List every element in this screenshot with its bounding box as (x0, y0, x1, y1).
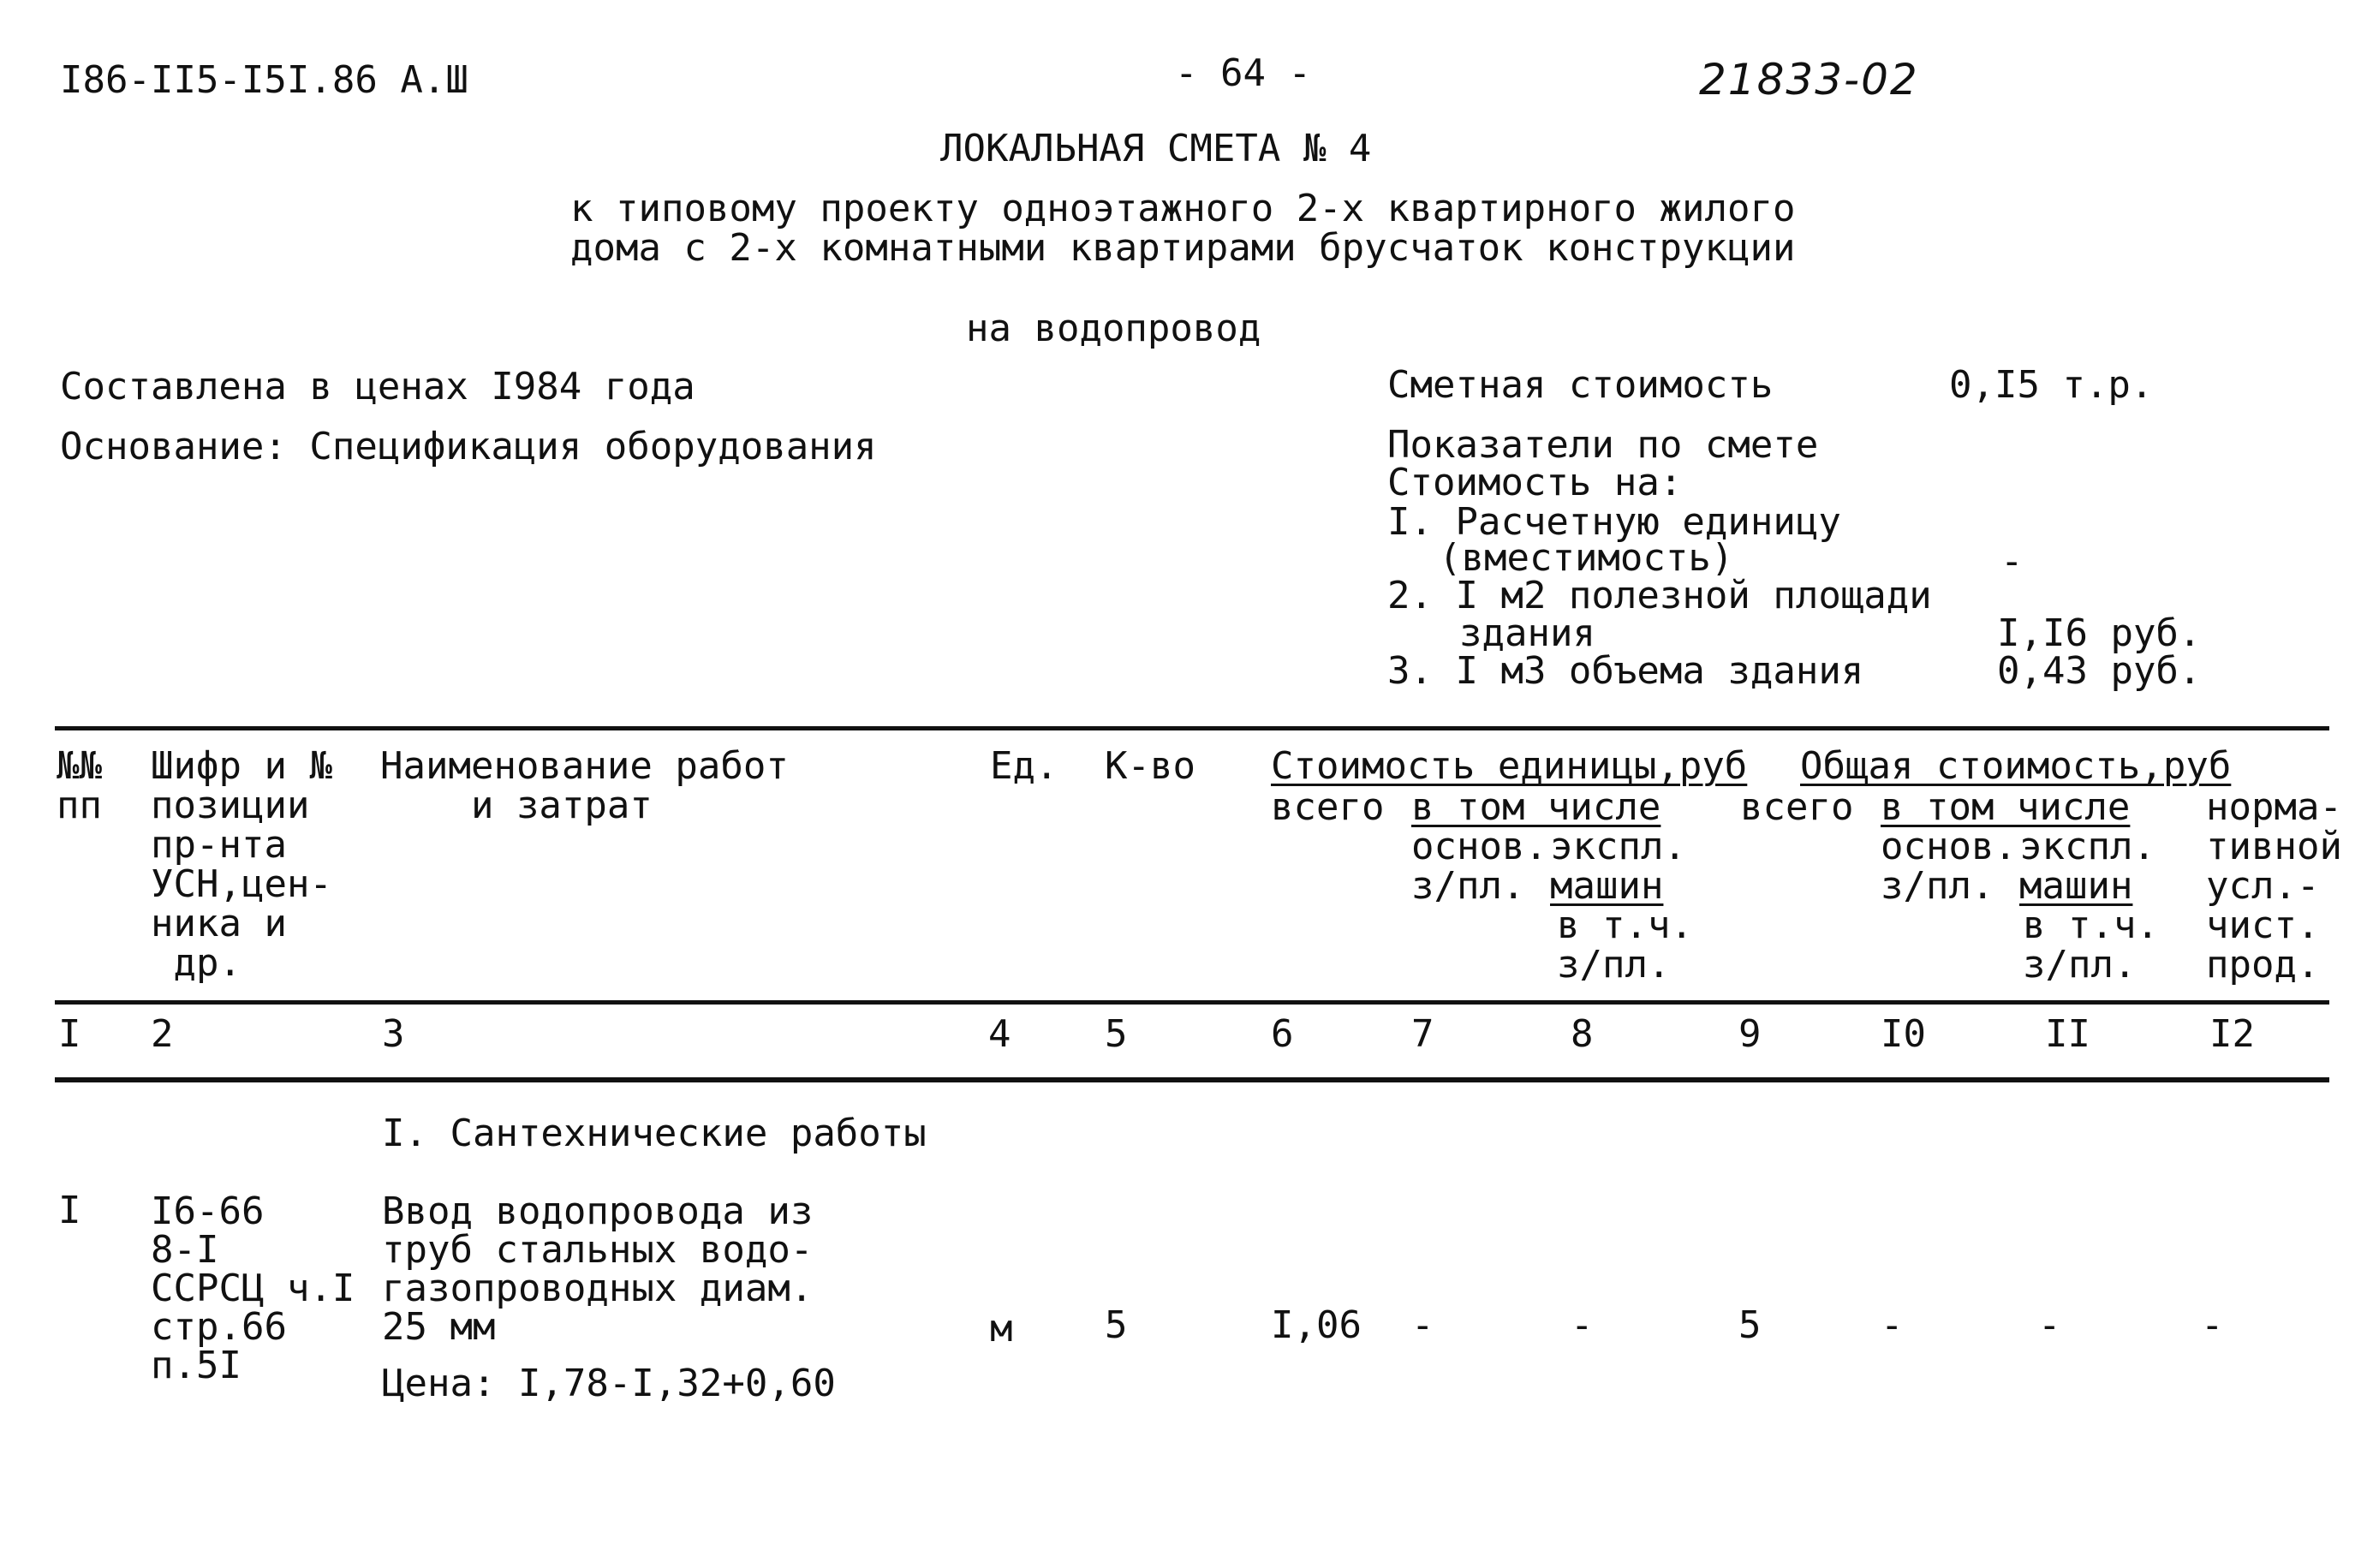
indicator-2-value: I,I6 руб. (1997, 611, 2202, 655)
column-number: 3 (382, 1012, 405, 1056)
indicator-2-line-1: 2. I м2 полезной площади (1387, 574, 1932, 617)
indicator-2-line-2: здания (1459, 611, 1595, 655)
column-number: 4 (988, 1012, 1011, 1056)
indicators-title: Показатели по смете (1387, 423, 1819, 467)
row-unit-total: I,06 (1271, 1303, 1362, 1347)
indicator-3-value: 0,43 руб. (1997, 649, 2202, 693)
estimate-subject: на водопровод (966, 307, 1261, 350)
indicator-1-value: - (2000, 540, 2024, 583)
column-numbers-rule (55, 1077, 2329, 1082)
table-top-rule (55, 726, 2329, 730)
column-number: II (2045, 1012, 2090, 1056)
header-unit-basic-wage: основ. з/пл. (1411, 825, 1547, 908)
estimated-cost-value: 0,I5 т.р. (1949, 363, 2154, 407)
row-number: I (58, 1189, 81, 1232)
column-number: 7 (1411, 1012, 1434, 1056)
header-total-basic-wage: основ. з/пл. (1881, 825, 2017, 908)
header-unit: Ед. (990, 744, 1058, 788)
indicator-3: 3. I м3 объема здания (1387, 649, 1864, 693)
page-number: - 64 - (1175, 51, 1311, 95)
header-row-number: №№ пп (57, 744, 102, 827)
header-unit-incl-wage: в т.ч. з/пл. (1557, 903, 1693, 987)
prices-year: Составлена в ценах I984 года (60, 365, 695, 408)
header-code: Шифр и № позиции пр-нта УСН,цен- ника и др. (151, 744, 332, 985)
row-total-basic-wage: - (1881, 1303, 1904, 1347)
row-unit: м (990, 1307, 1013, 1350)
title-line-1: к типовому проекту одноэтажного 2-х квартирного жилого (570, 187, 1796, 230)
estimated-cost-label: Сметная стоимость (1387, 363, 1774, 407)
column-number: 5 (1105, 1012, 1128, 1056)
header-unit-incl: в том числе (1411, 785, 1661, 829)
column-number: 9 (1738, 1012, 1762, 1056)
header-total-cost-group: Общая стоимость,руб (1800, 744, 2232, 788)
header-bottom-rule (55, 1000, 2329, 1005)
section-title: I. Сантехнические работы (382, 1112, 927, 1155)
column-number: 8 (1571, 1012, 1594, 1056)
estimate-title: ЛОКАЛЬНАЯ СМЕТА № 4 (940, 127, 1372, 170)
column-number: I2 (2209, 1012, 2255, 1056)
row-code: I6-66 8-I ССРСЦ ч.I стр.66 п.5I (151, 1189, 355, 1387)
row-total-machines: - (2038, 1303, 2061, 1347)
header-total-machine-ops: экспл. (2019, 825, 2155, 868)
row-price-note: Цена: I,78-I,32+0,60 (382, 1362, 836, 1405)
column-number: I (58, 1012, 81, 1056)
indicator-1-line-1: I. Расчетную единицу (1387, 500, 1841, 544)
header-total-machines: машин (2019, 864, 2133, 908)
basis: Основание: Спецификация оборудования (60, 425, 877, 468)
row-unit-machines: - (1571, 1303, 1594, 1347)
row-normative: - (2201, 1303, 2224, 1347)
header-work-name: Наименование работ и затрат (380, 744, 789, 827)
header-unit-machine-ops: экспл. (1550, 825, 1686, 868)
header-normative: норма- тивной усл.- чист. прод. (2206, 785, 2342, 987)
header-total-incl-wage: в т.ч. з/пл. (2023, 903, 2159, 987)
row-quantity: 5 (1105, 1303, 1128, 1347)
header-unit-machines: машин (1550, 864, 1664, 908)
cost-per-label: Стоимость на: (1387, 461, 1683, 504)
header-quantity: К-во (1105, 744, 1195, 788)
inventory-number: 21833-02 (1699, 55, 1919, 104)
row-total: 5 (1738, 1303, 1762, 1347)
column-number: I0 (1881, 1012, 1926, 1056)
header-unit-all: всего (1271, 785, 1385, 829)
header-total-all: всего (1740, 785, 1854, 829)
title-line-2: дома с 2-х комнатными квартирами брусчаток конструкции (570, 226, 1796, 270)
header-total-incl: в том числе (1881, 785, 2131, 829)
column-number: 6 (1271, 1012, 1294, 1056)
document-code: I86-II5-I5I.86 А.Ш (60, 58, 468, 102)
column-number: 2 (151, 1012, 174, 1056)
header-unit-cost-group: Стоимость единицы,руб (1271, 744, 1748, 788)
row-unit-basic-wage: - (1411, 1303, 1434, 1347)
indicator-1-line-2: (вместимость) (1439, 536, 1734, 580)
row-work-name: Ввод водопровода из труб стальных водо- газопроводных диам. 25 мм (382, 1189, 814, 1349)
